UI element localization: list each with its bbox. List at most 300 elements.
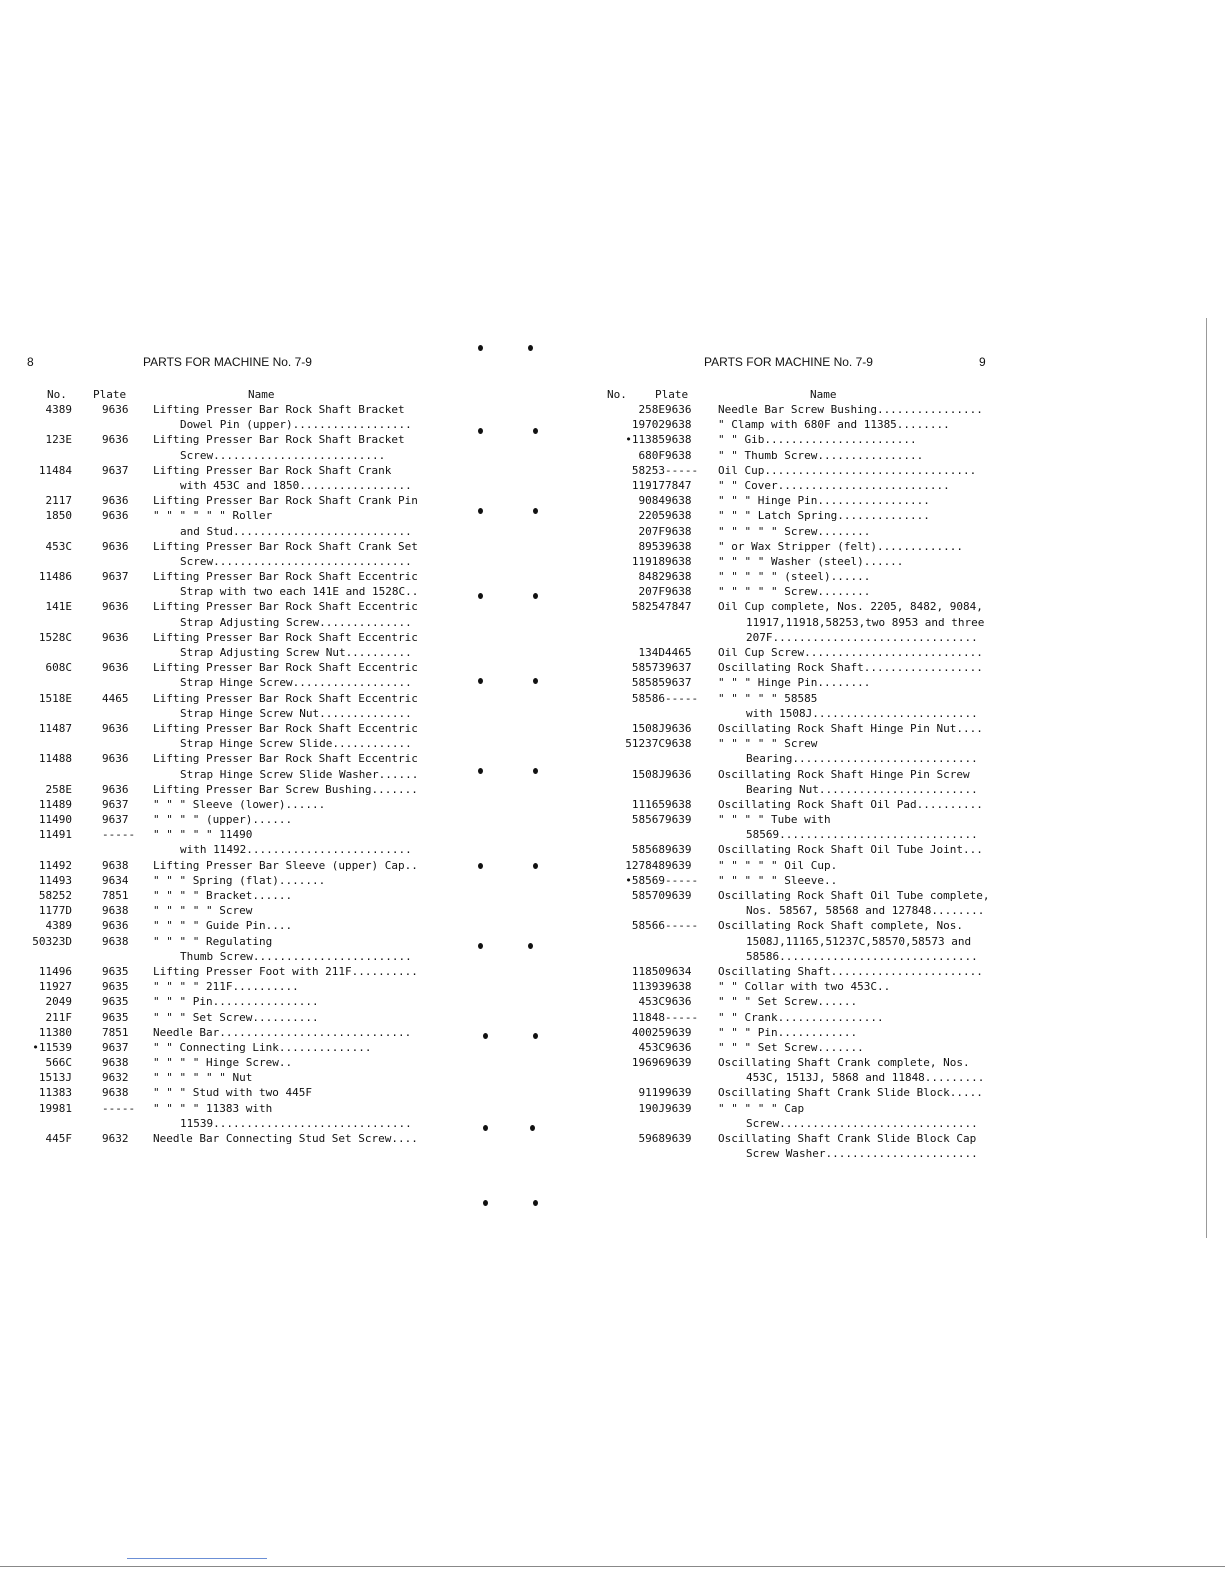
part-row bbox=[0, 1101, 612, 1116]
part-number: 58253 bbox=[631, 463, 665, 477]
plate-number: 9637 bbox=[102, 813, 129, 827]
part-row bbox=[612, 524, 1224, 539]
part-number: 40025 bbox=[631, 1025, 665, 1039]
part-name: Oscillating Rock Shaft Oil Tube Joint... bbox=[718, 843, 983, 857]
part-name: Lifting Presser Bar Rock Shaft Crank Set bbox=[153, 539, 418, 553]
plate-number: 9636 bbox=[102, 509, 129, 523]
part-number: 680F bbox=[638, 448, 665, 462]
part-number: 445F bbox=[45, 1132, 72, 1145]
plate-number: 9636 bbox=[102, 630, 129, 644]
part-row bbox=[0, 402, 612, 417]
part-name: " " " Latch Spring.............. bbox=[718, 509, 930, 523]
part-name: Nos. 58567, 58568 and 127848........ bbox=[746, 904, 985, 918]
binding-hole-mark bbox=[478, 768, 483, 774]
part-name: " " " " " Screw bbox=[718, 737, 818, 751]
column-header-name: Name bbox=[810, 388, 837, 401]
part-number: 2049 bbox=[45, 995, 72, 1009]
part-row bbox=[612, 645, 1224, 660]
part-row bbox=[0, 432, 612, 447]
part-name: " " " Set Screw.......... bbox=[153, 1010, 319, 1024]
part-name: Bearing Nut........................ bbox=[746, 782, 978, 796]
part-name: Oscillating Rock Shaft.................. bbox=[718, 661, 983, 675]
part-row-continuation bbox=[0, 706, 612, 721]
part-name: " " " " " Screw bbox=[153, 904, 253, 918]
plate-number: 9635 bbox=[102, 964, 129, 978]
plate-number: 9636 bbox=[102, 433, 129, 447]
plate-number: 9638 bbox=[665, 418, 692, 432]
part-name: Lifting Presser Bar Rock Shaft Eccentric bbox=[153, 630, 418, 644]
part-name: Dowel Pin (upper).................. bbox=[180, 418, 412, 432]
part-number: 11165 bbox=[631, 797, 665, 811]
part-name: Oscillating Shaft....................... bbox=[718, 964, 983, 978]
part-name: Strap Adjusting Screw Nut.......... bbox=[180, 646, 412, 659]
part-number: 11487 bbox=[38, 721, 72, 735]
part-name: Strap Hinge Screw.................. bbox=[180, 676, 412, 690]
part-row bbox=[612, 402, 1224, 417]
part-name: Oscillating Rock Shaft complete, Nos. bbox=[718, 919, 964, 933]
binding-hole-mark bbox=[478, 593, 483, 599]
plate-number: 9636 bbox=[102, 403, 129, 416]
part-row bbox=[612, 539, 1224, 554]
part-name: with 11492......................... bbox=[180, 843, 412, 857]
binding-hole-mark bbox=[528, 345, 533, 351]
part-number: 11848 bbox=[631, 1010, 665, 1024]
part-row bbox=[0, 493, 612, 508]
part-number: 1518E bbox=[38, 691, 72, 705]
plate-number: 9638 bbox=[102, 904, 129, 918]
plate-number: 9636 bbox=[102, 600, 129, 614]
part-number: 8953 bbox=[638, 539, 665, 553]
part-row bbox=[0, 888, 612, 903]
part-name: " " " " Tube with bbox=[718, 813, 831, 827]
part-row bbox=[612, 873, 1224, 888]
part-row bbox=[0, 660, 612, 675]
part-name: " " " " " Oil Cup. bbox=[718, 858, 838, 872]
part-row bbox=[0, 994, 612, 1009]
part-name: Lifting Presser Bar Rock Shaft Eccentric bbox=[153, 691, 418, 705]
part-row bbox=[612, 463, 1224, 478]
plate-number: 9638 bbox=[665, 585, 692, 599]
part-name: " " " " 11383 with bbox=[153, 1101, 273, 1115]
part-name: " " " " " Screw........ bbox=[718, 524, 871, 538]
part-row bbox=[0, 1055, 612, 1070]
page-edge-line bbox=[1206, 318, 1207, 1238]
part-number: 11484 bbox=[38, 463, 72, 477]
part-row-continuation bbox=[612, 1146, 1224, 1161]
part-name: Strap Hinge Screw Nut.............. bbox=[180, 706, 412, 720]
part-number: •11539 bbox=[32, 1040, 72, 1054]
part-row bbox=[0, 539, 612, 554]
part-row-continuation bbox=[612, 751, 1224, 766]
part-number: 11927 bbox=[38, 980, 72, 994]
part-name: " " " Hinge Pin........ bbox=[718, 676, 871, 690]
part-row-continuation bbox=[612, 949, 1224, 964]
plate-number: 9636 bbox=[102, 661, 129, 675]
plate-number: 9638 bbox=[665, 737, 692, 751]
part-name: " " Gib....................... bbox=[718, 433, 917, 447]
plate-number: 9636 bbox=[665, 995, 692, 1009]
parts-list bbox=[612, 402, 1224, 1161]
part-number: 11918 bbox=[631, 554, 665, 568]
binding-hole-mark bbox=[533, 428, 538, 434]
part-name: 207F............................... bbox=[746, 630, 978, 644]
part-name: with 453C and 1850................. bbox=[180, 478, 412, 492]
plate-number: 9638 bbox=[102, 934, 129, 948]
binding-hole-mark bbox=[478, 863, 483, 869]
binding-hole-mark bbox=[533, 768, 538, 774]
plate-number: 4465 bbox=[102, 691, 129, 705]
part-number: 11489 bbox=[38, 797, 72, 811]
part-number: 11380 bbox=[38, 1025, 72, 1039]
part-name: Bearing............................ bbox=[746, 752, 978, 766]
part-row bbox=[612, 842, 1224, 857]
page-number: 9 bbox=[979, 355, 986, 369]
part-name: Screw.......................... bbox=[180, 448, 386, 462]
part-row bbox=[612, 736, 1224, 751]
part-row-continuation bbox=[0, 554, 612, 569]
plate-number: 9638 bbox=[102, 1056, 129, 1070]
part-row bbox=[612, 599, 1224, 614]
part-row-continuation bbox=[0, 584, 612, 599]
part-name: " " Connecting Link.............. bbox=[153, 1040, 372, 1054]
part-name: and Stud........................... bbox=[180, 524, 412, 538]
plate-number: 9638 bbox=[102, 858, 129, 872]
plate-number: 9636 bbox=[665, 403, 692, 416]
part-name: Oil Cup................................ bbox=[718, 463, 977, 477]
column-header-no: No. bbox=[607, 388, 627, 401]
part-number: 453C bbox=[638, 1040, 665, 1054]
part-row bbox=[612, 1085, 1224, 1100]
plate-number: 9636 bbox=[665, 1040, 692, 1054]
part-name: " " Crank................ bbox=[718, 1010, 884, 1024]
part-row bbox=[612, 767, 1224, 782]
part-name: Lifting Presser Bar Sleeve (upper) Cap.. bbox=[153, 858, 418, 872]
binding-hole-mark bbox=[533, 508, 538, 514]
part-row bbox=[0, 508, 612, 523]
plate-number: ----- bbox=[665, 1010, 699, 1024]
part-row bbox=[612, 1010, 1224, 1025]
part-row bbox=[0, 797, 612, 812]
plate-number: 9636 bbox=[665, 721, 692, 735]
part-name: Strap Hinge Screw Slide Washer...... bbox=[180, 767, 419, 781]
part-name: Lifting Presser Foot with 211F.......... bbox=[153, 964, 418, 978]
part-name: 58586.............................. bbox=[746, 949, 978, 963]
part-number: 4389 bbox=[45, 403, 72, 416]
part-name: Oscillating Rock Shaft Hinge Pin Screw bbox=[718, 767, 970, 781]
part-row bbox=[0, 827, 612, 842]
part-name: Oscillating Rock Shaft Oil Pad.......... bbox=[718, 797, 983, 811]
part-row bbox=[0, 812, 612, 827]
plate-number: ----- bbox=[665, 463, 699, 477]
part-name: " " " " " " Roller bbox=[153, 509, 273, 523]
part-name: " " " Hinge Pin................. bbox=[718, 494, 930, 508]
binding-hole-mark bbox=[533, 863, 538, 869]
part-number: 9119 bbox=[638, 1086, 665, 1100]
plate-number: 9638 bbox=[665, 980, 692, 994]
part-name: " " " Sleeve (lower)...... bbox=[153, 797, 326, 811]
plate-number: 7847 bbox=[665, 600, 692, 614]
part-row-continuation bbox=[612, 827, 1224, 842]
part-name: Oscillating Rock Shaft Oil Tube complete, bbox=[718, 889, 990, 902]
plate-number: 9637 bbox=[102, 797, 129, 811]
part-row bbox=[0, 751, 612, 766]
column-header-no: No. bbox=[47, 388, 67, 401]
part-row-continuation bbox=[612, 1070, 1224, 1085]
part-number: 453C bbox=[45, 539, 72, 553]
part-number: 141E bbox=[45, 600, 72, 614]
part-name: 453C, 1513J, 5868 and 11848......... bbox=[746, 1071, 985, 1085]
plate-number: ----- bbox=[102, 1101, 136, 1115]
part-name: Lifting Presser Bar Rock Shaft Eccentric bbox=[153, 570, 418, 584]
plate-number: 9638 bbox=[665, 570, 692, 584]
part-row bbox=[612, 1101, 1224, 1116]
plate-number: 4465 bbox=[665, 646, 692, 659]
part-number: 127848 bbox=[625, 858, 665, 872]
plate-number: 9638 bbox=[665, 494, 692, 508]
plate-number: 9639 bbox=[665, 889, 692, 902]
binding-hole-mark bbox=[528, 943, 533, 949]
plate-number: 9636 bbox=[102, 752, 129, 766]
plate-number: 9635 bbox=[102, 995, 129, 1009]
part-name: Needle Bar Screw Bushing................ bbox=[718, 403, 983, 416]
part-row-continuation bbox=[0, 417, 612, 432]
part-number: 11493 bbox=[38, 873, 72, 887]
part-row bbox=[612, 797, 1224, 812]
binding-hole-mark bbox=[533, 1200, 538, 1206]
part-name: Strap Hinge Screw Slide............ bbox=[180, 737, 412, 751]
part-row bbox=[0, 964, 612, 979]
part-row bbox=[612, 660, 1224, 675]
part-number: 2117 bbox=[45, 494, 72, 508]
part-row bbox=[612, 675, 1224, 690]
part-name: " or Wax Stripper (felt)............. bbox=[718, 539, 964, 553]
part-row-continuation bbox=[0, 1116, 612, 1131]
column-header-plate: Plate bbox=[93, 388, 127, 401]
part-row-continuation bbox=[612, 934, 1224, 949]
part-row bbox=[0, 782, 612, 797]
page-title: PARTS FOR MACHINE No. 7-9 bbox=[704, 355, 873, 369]
part-name: " " " " " Cap bbox=[718, 1101, 805, 1115]
part-name: " " " " Regulating bbox=[153, 934, 273, 948]
part-row bbox=[0, 691, 612, 706]
plate-number: ----- bbox=[665, 873, 699, 887]
part-number: 19702 bbox=[631, 418, 665, 432]
part-row bbox=[612, 888, 1224, 903]
part-row bbox=[0, 1070, 612, 1085]
plate-number: 9637 bbox=[102, 463, 129, 477]
plate-number: 9639 bbox=[665, 1056, 692, 1070]
part-row bbox=[0, 1131, 612, 1146]
part-row bbox=[612, 448, 1224, 463]
binding-hole-mark bbox=[478, 508, 483, 514]
part-number: 11850 bbox=[631, 964, 665, 978]
part-number: •58569 bbox=[625, 873, 665, 887]
part-name: " " " " 211F.......... bbox=[153, 980, 299, 994]
plate-number: 9638 bbox=[665, 433, 692, 447]
part-row-continuation bbox=[0, 675, 612, 690]
part-name: " " " Set Screw...... bbox=[718, 995, 858, 1009]
plate-number: 9638 bbox=[665, 539, 692, 553]
part-number: 11488 bbox=[38, 752, 72, 766]
part-number: •11385 bbox=[625, 433, 665, 447]
plate-number: 9638 bbox=[665, 448, 692, 462]
part-row-continuation bbox=[0, 478, 612, 493]
part-row bbox=[612, 1025, 1224, 1040]
part-name: " " " " " (steel)...... bbox=[718, 570, 871, 584]
plate-number: 9632 bbox=[102, 1071, 129, 1085]
part-name: " " " " Hinge Screw.. bbox=[153, 1056, 293, 1070]
part-name: Oscillating Shaft Crank Slide Block Cap bbox=[718, 1132, 977, 1145]
part-number: 8482 bbox=[638, 570, 665, 584]
part-name: " " " Pin................ bbox=[153, 995, 319, 1009]
part-row-continuation bbox=[0, 949, 612, 964]
part-number: 1508J bbox=[631, 721, 665, 735]
part-name: Lifting Presser Bar Rock Shaft Eccentric bbox=[153, 752, 418, 766]
binding-hole-mark bbox=[483, 1125, 488, 1131]
part-number: 258E bbox=[638, 403, 665, 416]
part-number: 11393 bbox=[631, 980, 665, 994]
part-number: 11486 bbox=[38, 570, 72, 584]
part-row bbox=[612, 508, 1224, 523]
binding-hole-mark bbox=[530, 1125, 535, 1131]
part-row-continuation bbox=[612, 903, 1224, 918]
part-row-continuation bbox=[612, 1116, 1224, 1131]
plate-number: 9634 bbox=[102, 873, 129, 887]
part-row bbox=[612, 721, 1224, 736]
part-name: Needle Bar............................. bbox=[153, 1025, 412, 1039]
part-number: 2205 bbox=[638, 509, 665, 523]
part-name: Lifting Presser Bar Rock Shaft Eccentric bbox=[153, 721, 418, 735]
part-row bbox=[0, 918, 612, 933]
binding-hole-mark bbox=[533, 593, 538, 599]
part-number: 58586 bbox=[631, 691, 665, 705]
plate-number: 9636 bbox=[102, 721, 129, 735]
part-row bbox=[612, 478, 1224, 493]
left-page bbox=[0, 0, 612, 1585]
part-number: 258E bbox=[45, 782, 72, 796]
part-name: Lifting Presser Bar Rock Shaft Eccentric bbox=[153, 661, 418, 675]
part-row bbox=[0, 1025, 612, 1040]
part-name: Oscillating Shaft Crank Slide Block..... bbox=[718, 1086, 983, 1100]
part-name: " " " Spring (flat)....... bbox=[153, 873, 326, 887]
part-row bbox=[0, 873, 612, 888]
binding-hole-mark bbox=[483, 1033, 488, 1039]
plate-number: 9638 bbox=[102, 1086, 129, 1100]
part-number: 58568 bbox=[631, 843, 665, 857]
part-row bbox=[612, 432, 1224, 447]
part-number: 566C bbox=[45, 1056, 72, 1070]
binding-hole-mark bbox=[533, 678, 538, 684]
plate-number: 9639 bbox=[665, 858, 692, 872]
plate-number: 9639 bbox=[665, 813, 692, 827]
part-row-continuation bbox=[0, 615, 612, 630]
part-row-continuation bbox=[0, 448, 612, 463]
part-row bbox=[612, 417, 1224, 432]
part-name: Lifting Presser Bar Rock Shaft Eccentric bbox=[153, 600, 418, 614]
part-number: 19696 bbox=[631, 1056, 665, 1070]
part-row bbox=[0, 721, 612, 736]
part-name: Thumb Screw........................ bbox=[180, 949, 412, 963]
part-name: Lifting Presser Bar Rock Shaft Bracket bbox=[153, 433, 405, 447]
part-row bbox=[612, 918, 1224, 933]
part-number: 1513J bbox=[38, 1071, 72, 1085]
part-name: Oscillating Rock Shaft Hinge Pin Nut.... bbox=[718, 721, 983, 735]
part-name: Lifting Presser Bar Rock Shaft Bracket bbox=[153, 403, 405, 416]
part-number: 5968 bbox=[638, 1132, 665, 1145]
part-row-continuation bbox=[612, 630, 1224, 645]
plate-number: 7851 bbox=[102, 1025, 129, 1039]
part-name: Needle Bar Connecting Stud Set Screw.... bbox=[153, 1132, 418, 1145]
part-row-continuation bbox=[612, 706, 1224, 721]
part-name: " " " " " 58585 bbox=[718, 691, 818, 705]
plate-number: 7847 bbox=[665, 478, 692, 492]
plate-number: 9635 bbox=[102, 980, 129, 994]
plate-number: 9638 bbox=[665, 554, 692, 568]
part-number: 51237C bbox=[625, 737, 665, 751]
part-name: " " Thumb Screw................ bbox=[718, 448, 924, 462]
plate-number: 9639 bbox=[665, 1132, 692, 1145]
part-number: 58254 bbox=[631, 600, 665, 614]
plate-number: 9636 bbox=[665, 767, 692, 781]
part-number: 1528C bbox=[38, 630, 72, 644]
part-number: 211F bbox=[45, 1010, 72, 1024]
footer-underline bbox=[127, 1558, 267, 1559]
plate-number: 9638 bbox=[665, 524, 692, 538]
part-name: Screw.............................. bbox=[746, 1116, 978, 1130]
part-row bbox=[612, 979, 1224, 994]
plate-number: 9632 bbox=[102, 1132, 129, 1145]
plate-number: 9637 bbox=[102, 1040, 129, 1054]
part-row bbox=[612, 554, 1224, 569]
part-number: 11917 bbox=[631, 478, 665, 492]
part-row bbox=[0, 934, 612, 949]
part-name: Lifting Presser Bar Rock Shaft Crank bbox=[153, 463, 392, 477]
binding-hole-mark bbox=[478, 678, 483, 684]
part-row bbox=[612, 569, 1224, 584]
right-page bbox=[607, 0, 1224, 1585]
part-name: Lifting Presser Bar Screw Bushing....... bbox=[153, 782, 418, 796]
part-number: 134D bbox=[638, 646, 665, 659]
part-row bbox=[612, 1040, 1224, 1055]
plate-number: 9637 bbox=[665, 661, 692, 675]
part-number: 58585 bbox=[631, 676, 665, 690]
part-row bbox=[0, 463, 612, 478]
part-row bbox=[0, 903, 612, 918]
part-name: " " " Stud with two 445F bbox=[153, 1086, 312, 1100]
part-name: " " " " " Sleeve.. bbox=[718, 873, 838, 887]
part-number: 19981 bbox=[38, 1101, 72, 1115]
part-row-continuation bbox=[0, 645, 612, 660]
part-row bbox=[612, 691, 1224, 706]
part-number: 608C bbox=[45, 661, 72, 675]
plate-number: 9634 bbox=[665, 964, 692, 978]
plate-number: 9638 bbox=[665, 509, 692, 523]
part-name: " " " " Bracket...... bbox=[153, 889, 293, 902]
part-name: " " Cover.......................... bbox=[718, 478, 950, 492]
part-row-continuation bbox=[0, 767, 612, 782]
part-row bbox=[0, 979, 612, 994]
part-name: Oil Cup complete, Nos. 2205, 8482, 9084, bbox=[718, 600, 983, 614]
page-title: PARTS FOR MACHINE No. 7-9 bbox=[143, 355, 312, 369]
part-number: 207F bbox=[638, 524, 665, 538]
plate-number: 9637 bbox=[665, 676, 692, 690]
plate-number: 9635 bbox=[102, 1010, 129, 1024]
part-name: " Clamp with 680F and 11385........ bbox=[718, 418, 950, 432]
part-row-continuation bbox=[0, 524, 612, 539]
part-row bbox=[0, 569, 612, 584]
part-number: 1850 bbox=[45, 509, 72, 523]
part-number: 11492 bbox=[38, 858, 72, 872]
